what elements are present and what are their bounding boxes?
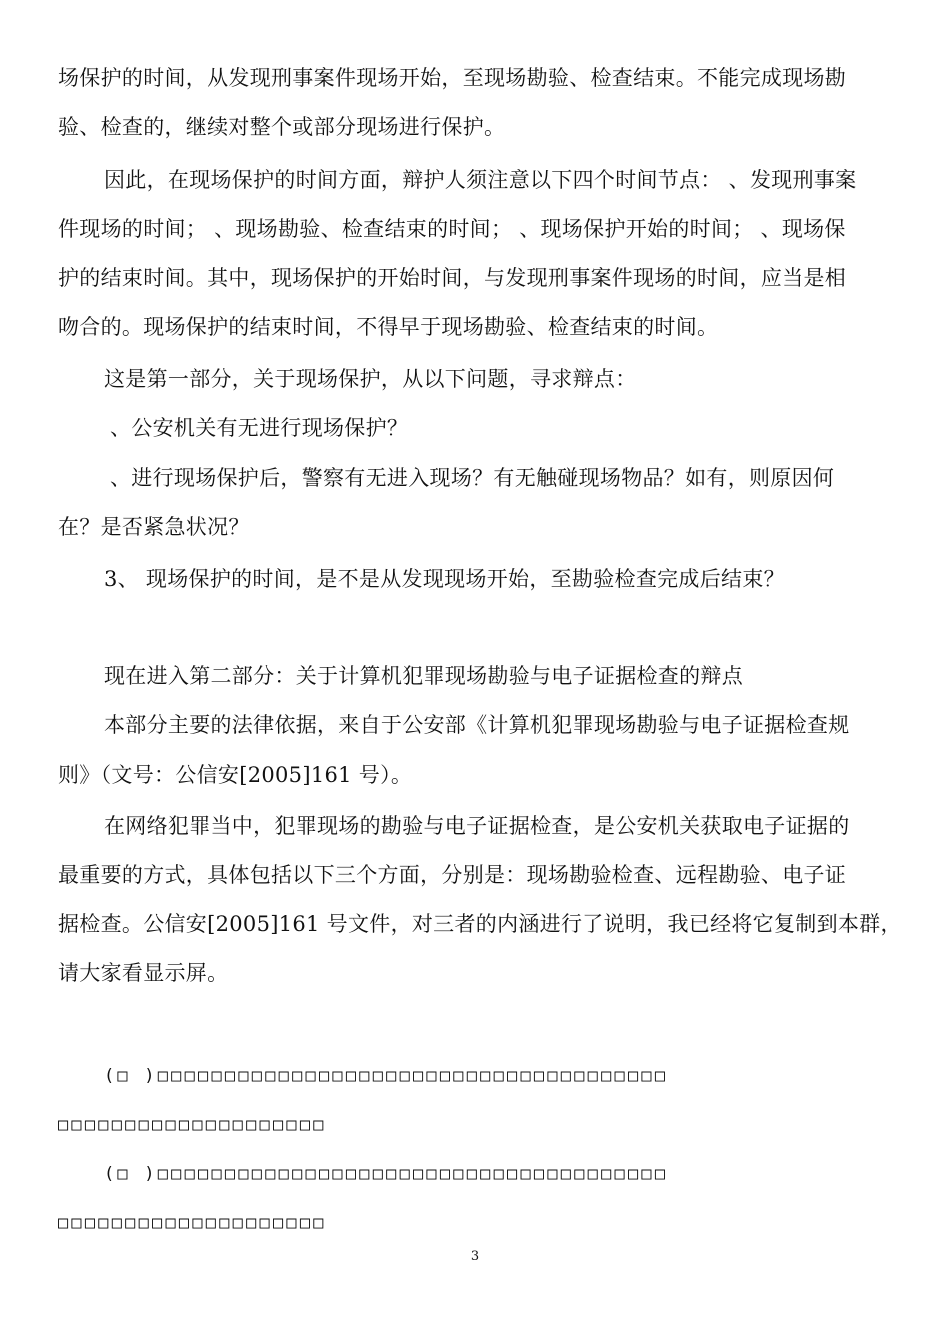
paragraph-line: 这是第一部分，关于现场保护，从以下问题，寻求辩点：	[104, 367, 637, 391]
paragraph-line: 验、检查的，继续对整个或部分现场进行保护。	[58, 115, 506, 139]
paragraph-line: 件现场的时间； 、现场勘验、检查结束的时间； 、现场保护开始的时间； 、现场保	[58, 217, 846, 241]
garbled-line: □□□□□□□□□□□□□□□□□□□□	[58, 1115, 327, 1135]
paragraph-line: 场保护的时间，从发现刑事案件现场开始，至现场勘验、检查结束。不能完成现场勘	[58, 66, 847, 90]
paragraph-line: 吻合的。现场保护的结束时间，不得早于现场勘验、检查结束的时间。	[58, 315, 719, 339]
paragraph-line: 在网络犯罪当中，犯罪现场的勘验与电子证据检查，是公安机关获取电子证据的	[104, 814, 850, 838]
paragraph-line: 据检查。公信安[2005]161 号文件，对三者的内涵进行了说明，我已经将它复制到本群，	[58, 912, 902, 936]
paragraph-line: 在？是否紧急状况？	[58, 515, 250, 539]
paragraph-line: 因此，在现场保护的时间方面，辩护人须注意以下四个时间节点： 、发现刑事案	[104, 168, 857, 192]
list-item: 3、 现场保护的时间，是不是从发现现场开始，至勘验检查完成后结束？	[104, 567, 785, 591]
garbled-line: □□□□□□□□□□□□□□□□□□□□	[58, 1213, 327, 1233]
list-item: 、公安机关有无进行现场保护？	[110, 416, 409, 440]
paragraph-line: 请大家看显示屏。	[58, 961, 229, 985]
paragraph-line: 则》（文号：公信安[2005]161 号）。	[58, 763, 413, 787]
paragraph-line: 护的结束时间。其中，现场保护的开始时间，与发现刑事案件现场的时间，应当是相	[58, 266, 847, 290]
paragraph-line: 最重要的方式，具体包括以下三个方面，分别是：现场勘验检查、远程勘验、电子证	[58, 863, 847, 887]
garbled-line: (□ )□□□□□□□□□□□□□□□□□□□□□□□□□□□□□□□□□□□□□□	[104, 1164, 669, 1184]
section-heading: 现在进入第二部分：关于计算机犯罪现场勘验与电子证据检查的辩点	[104, 664, 743, 688]
list-item: 、进行现场保护后，警察有无进入现场？有无触碰现场物品？如有，则原因何	[110, 466, 835, 490]
page-number: 3	[470, 1249, 480, 1264]
garbled-line: (□ )□□□□□□□□□□□□□□□□□□□□□□□□□□□□□□□□□□□□□□	[104, 1066, 669, 1086]
paragraph-line: 本部分主要的法律依据，来自于公安部《计算机犯罪现场勘验与电子证据检查规	[104, 713, 850, 737]
